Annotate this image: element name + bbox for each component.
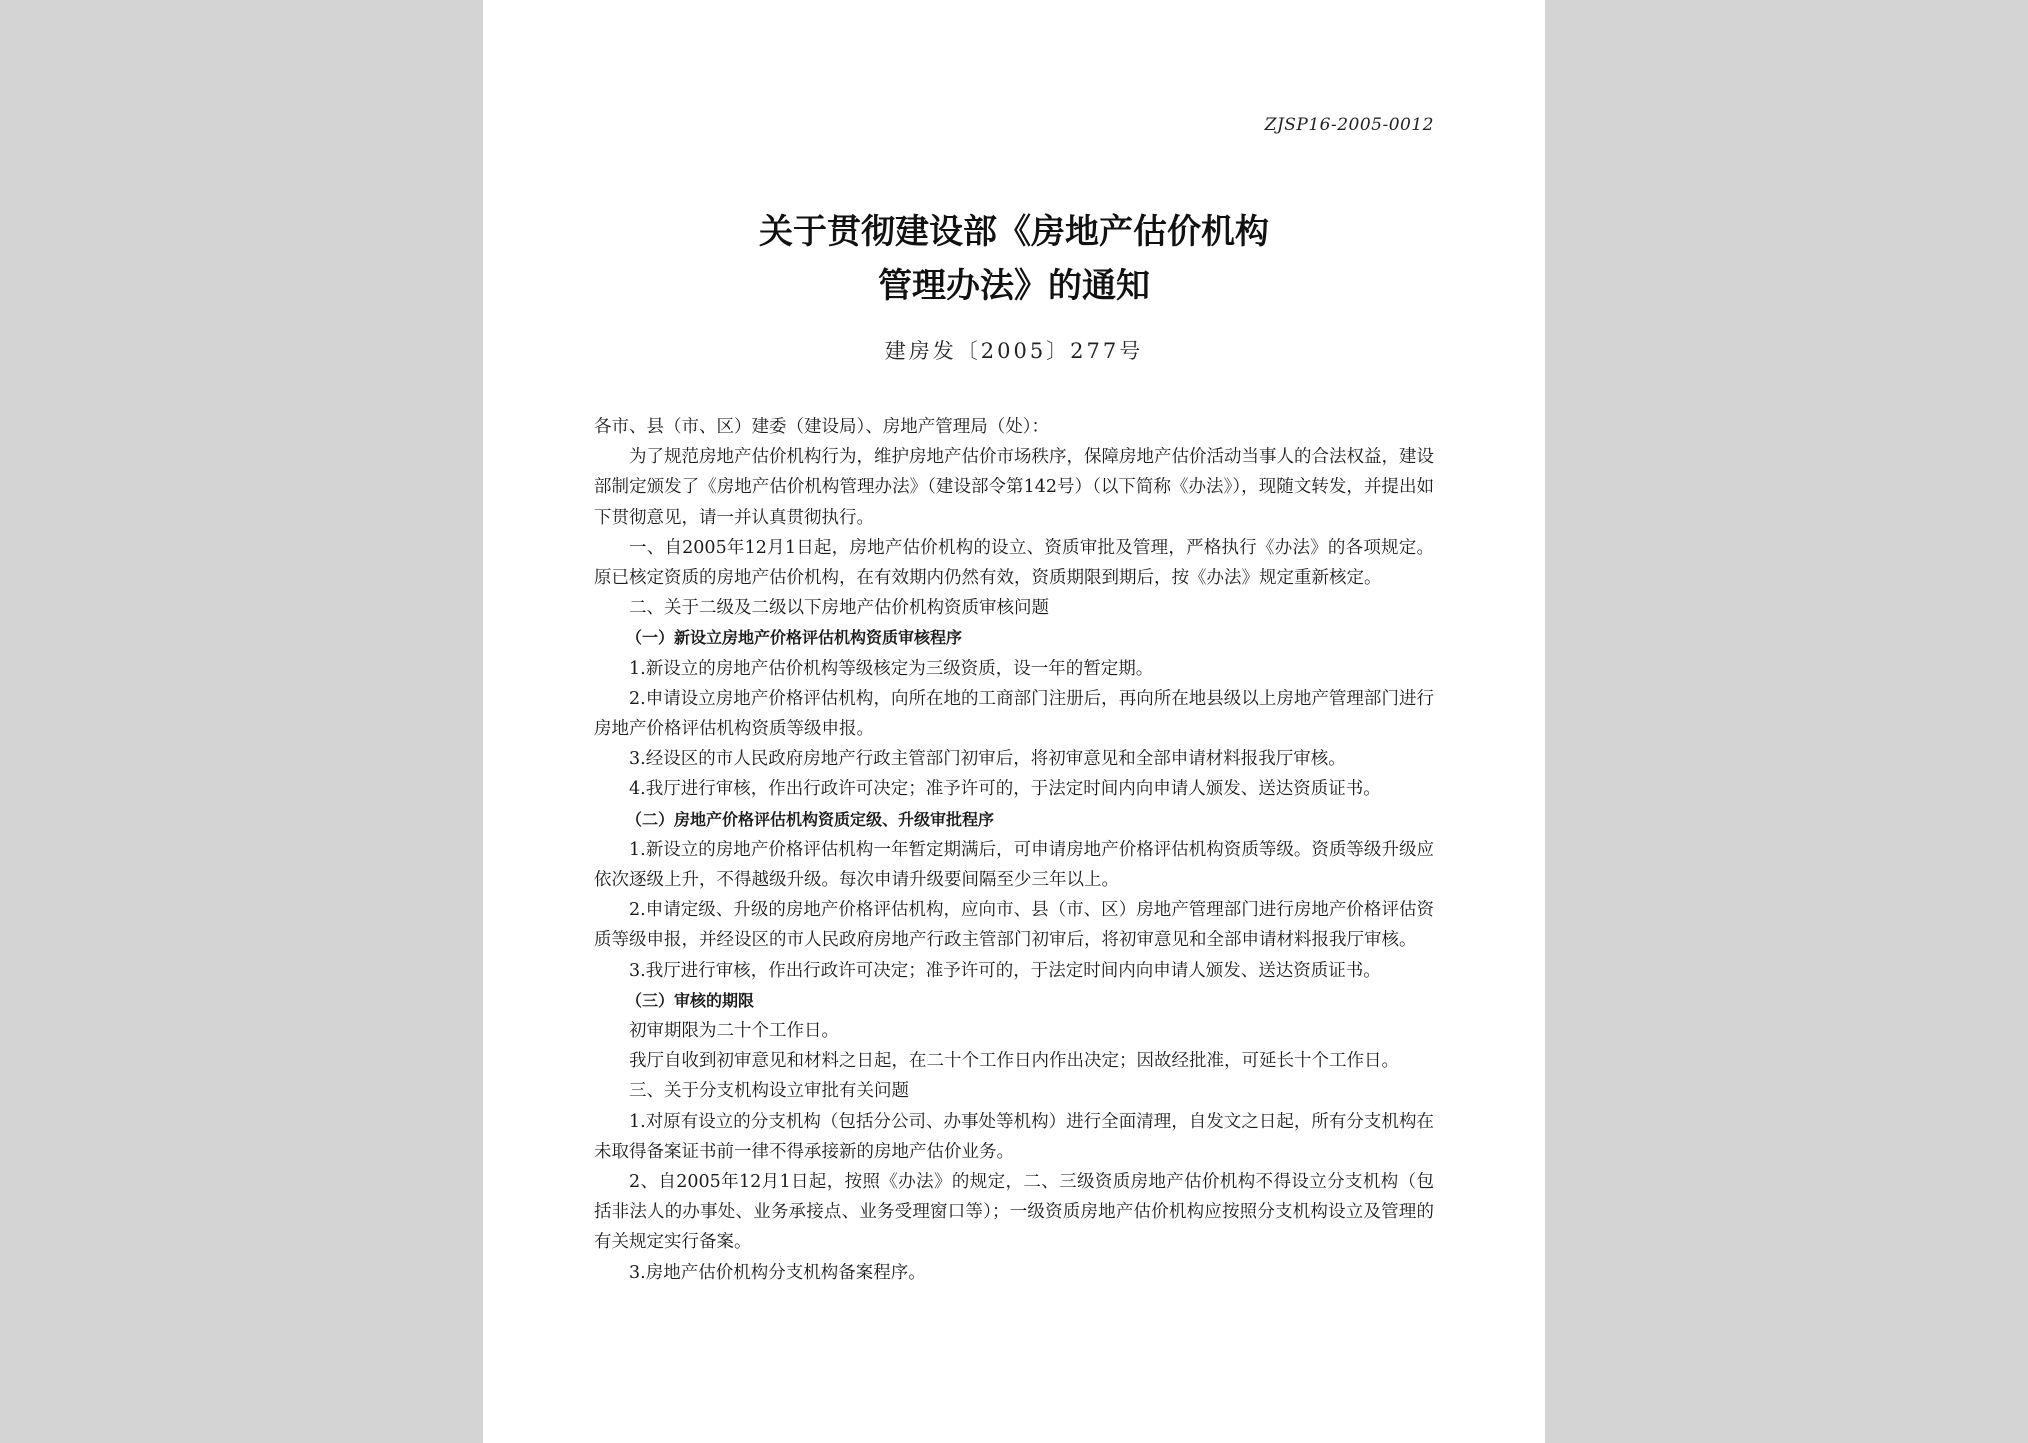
title-line-1: 关于贯彻建设部《房地产估价机构 <box>759 212 1269 252</box>
subsection-heading: （三）审核的期限 <box>626 990 755 1010</box>
document-code: ZJSP16-2005-0012 <box>1264 115 1434 135</box>
document-number: 建房发〔2005〕277号 <box>884 339 1144 363</box>
document-body <box>594 412 1434 1288</box>
paragraph: 2.申请设立房地产价格评估机构，向所在地的工商部门注册后，再向所在地县级以上房地产管理部门进行房地产价格评估机构资质等级申报。 <box>594 688 1434 740</box>
paragraph: 4.我厅进行审核，作出行政许可决定；准予许可的，于法定时间内向申请人颁发、送达资质证书。 <box>629 779 1381 800</box>
paragraph: 我厅自收到初审意见和材料之日起，在二十个工作日内作出决定；因故经批准，可延长十个工作日。 <box>629 1051 1399 1072</box>
paragraph: 初审期限为二十个工作日。 <box>629 1021 839 1042</box>
paragraph: 3.房地产估价机构分支机构备案程序。 <box>629 1262 926 1283</box>
document-title <box>594 0 1434 313</box>
subsection-heading: （一）新设立房地产价格评估机构资质审核程序 <box>626 628 963 648</box>
paragraph: 一、自2005年12月1日起，房地产估价机构的设立、资质审批及管理，严格执行《办法》的各项规定。原已核定资质的房地产估价机构，在有效期内仍然有效，资质期限到期后，按《办法》规定重新核定。 <box>594 537 1434 589</box>
salutation: 各市、县（市、区）建委（建设局）、房地产管理局（处）： <box>594 417 1049 437</box>
paragraph: 3.我厅进行审核，作出行政许可决定；准予许可的，于法定时间内向申请人颁发、送达资质证书。 <box>629 960 1381 981</box>
paragraph: 2、自2005年12月1日起，按照《办法》的规定，二、三级资质房地产估价机构不得设立分支机构（包括非法人的办事处、业务承接点、业务受理窗口等）；一级资质房地产估价机构应按照分支机构设立及管理的有关规定实行备案。 <box>594 1172 1434 1253</box>
document-page <box>483 0 1545 1443</box>
paragraph: 为了规范房地产估价机构行为，维护房地产估价市场秩序，保障房地产估价活动当事人的合法权益，建设部制定颁发了《房地产估价机构管理办法》（建设部令第142号）（以下简称《办法》），现随文转发，并提出如下贯彻意见，请一并认真贯彻执行。 <box>594 447 1434 528</box>
paragraph: 3.经设区的市人民政府房地产行政主管部门初审后，将初审意见和全部申请材料报我厅审核。 <box>629 749 1346 770</box>
section-heading: 三、关于分支机构设立审批有关问题 <box>629 1081 909 1102</box>
section-heading: 二、关于二级及二级以下房地产估价机构资质审核问题 <box>629 598 1049 619</box>
paragraph: 1.新设立的房地产价格评估机构一年暂定期满后，可申请房地产价格评估机构资质等级。资质等级升级应依次逐级上升，不得越级升级。每次申请升级要间隔至少三年以上。 <box>594 839 1434 891</box>
subsection-heading: （二）房地产价格评估机构资质定级、升级审批程序 <box>626 809 995 829</box>
title-line-2: 管理办法》的通知 <box>878 266 1150 306</box>
paragraph: 1.对原有设立的分支机构（包括分公司、办事处等机构）进行全面清理，自发文之日起，所有分支机构在未取得备案证书前一律不得承接新的房地产估价业务。 <box>594 1111 1434 1162</box>
paragraph: 1.新设立的房地产估价机构等级核定为三级资质，设一年的暂定期。 <box>629 658 1154 679</box>
paragraph: 2.申请定级、升级的房地产价格评估机构，应向市、县（市、区）房地产管理部门进行房地产价格评估资质等级申报，并经设区的市人民政府房地产行政主管部门初审后，将初审意见和全部申请材料报我厅审核。 <box>594 900 1434 951</box>
